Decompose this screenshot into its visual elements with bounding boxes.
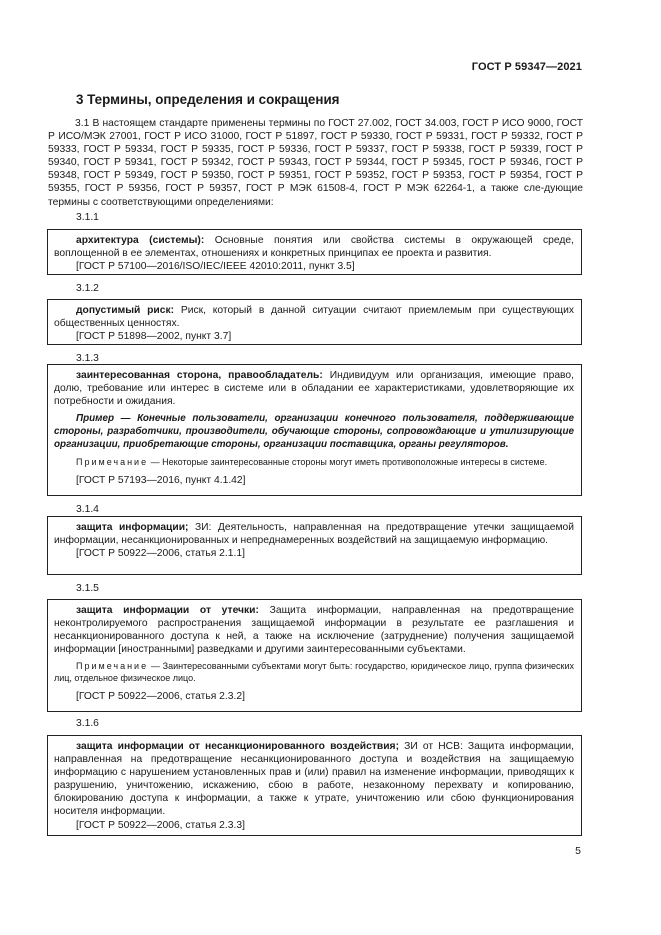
term-definition [54, 521, 574, 547]
note-label: Примечание [76, 456, 149, 467]
term-number: 3.1.2 [76, 283, 99, 294]
term-definition [54, 304, 574, 330]
term-text: ЗИ: Деятельность, направленная на предотвращение утечки защищаемой информации, несанкционированных и непреднамеренных воздействий на защищаемую информацию. [54, 522, 574, 547]
document-identifier: ГОСТ Р 59347—2021 [471, 61, 582, 73]
term-definition [54, 604, 574, 656]
term-number: 3.1.3 [76, 353, 99, 364]
term-text: ЗИ от НСВ: Защита информации, направленная на предотвращение несанкционированного доступа и воздействия на защищаемую информацию с нарушением установленных прав и (или) правил на изменение информации, приводящих к разрушению, уничтожению, искажению, сбою в работе, незаконному перехвату и копированию, блокированию доступа к информации, а также к утрате, уничтожению или сбою функционирования носителя информации. [54, 741, 574, 818]
example-label: Пример — [76, 413, 131, 425]
term-source: [ГОСТ Р 51898—2002, пункт 3.7] [76, 331, 232, 343]
term-number: 3.1.6 [76, 718, 99, 729]
term-text: Основные понятия или свойства системы в окружающей среде, воплощенной в ее элементах, отношениях и конкретных принципах ее проекта и развития. [54, 235, 574, 260]
term-name: архитектура (системы): [76, 235, 205, 246]
term-text: Защита информации, направленная на предотвращение неконтролируемого распространения защищаемой информации в результате ее разглашения и несанкционированного доступа к ней, а также на исключение (затруднение) получения защищаемой информации [иностранными] разведками и другими заинтересованными субъектами. [54, 605, 574, 656]
term-text: Индивидуум или организация, имеющие право, долю, требование или интерес в системе или в обладании ее характеристиками, удовлетворяющие их потребности и ожидания. [54, 370, 574, 408]
term-definition [54, 740, 574, 819]
term-box [47, 299, 582, 345]
term-name: защита информации; [76, 522, 189, 533]
term-number: 3.1.4 [76, 504, 99, 515]
term-name: заинтересованная сторона, правообладатель: [76, 370, 323, 381]
term-note [54, 456, 574, 468]
term-name: допустимый риск: [76, 305, 175, 316]
term-source: [ГОСТ Р 57193—2016, пункт 4.1.42] [76, 474, 246, 486]
term-name: защита информации от несанкционированного воздействия; [76, 741, 399, 752]
term-example [54, 412, 574, 451]
term-source: [ГОСТ Р 57100—2016/ISO/IEC/IEEE 42010:2011, пункт 3.5] [76, 261, 355, 273]
note-label: Примечание [76, 661, 149, 672]
term-name: защита информации от утечки: [76, 605, 259, 616]
section-intro: 3.1 В настоящем стандарте применены термины по ГОСТ 27.002, ГОСТ 34.003, ГОСТ Р ИСО 9000, ГОСТ Р ИСО/МЭК 27001, ГОСТ Р ИСО 31000, ГОСТ Р 51897, ГОСТ Р 59330, ГОСТ Р 59331, ГОСТ Р 59332, ГОСТ Р 59333, ГОСТ Р 59334, ГОСТ Р 59335, ГОСТ Р 59336, ГОСТ Р 59337, ГОСТ Р 59338, ГОСТ Р 59339, ГОСТ Р 59340, ГОСТ Р 59341, ГОСТ Р 59342, ГОСТ Р 59343, ГОСТ Р 59344, ГОСТ Р 59345, ГОСТ Р 59346, ГОСТ Р 59348, ГОСТ Р 59349, ГОСТ Р 59350, ГОСТ Р 59351, ГОСТ Р 59352, ГОСТ Р 59353, ГОСТ Р 59354, ГОСТ Р 59355, ГОСТ Р 59356, ГОСТ Р 59357, ГОСТ Р МЭК 61508-4, ГОСТ Р МЭК 62264-1, а также сле-дующие термины с соответствующими определениями: [48, 118, 583, 208]
page-number: 5 [575, 845, 581, 857]
term-number: 3.1.1 [76, 212, 99, 223]
example-text: Конечные пользователи, организации конечного пользователя, поддерживающие стороны, разработчики, производители, обучающие стороны, сопровождающие и утилизирующие организации, приобретающие стороны, организации поставщика, органы регуляторов. [54, 413, 574, 451]
term-definition [54, 234, 574, 260]
term-source: [ГОСТ Р 50922—2006, статья 2.3.2] [76, 691, 245, 703]
term-source: [ГОСТ Р 50922—2006, статья 2.3.3] [76, 819, 245, 831]
term-box [47, 516, 582, 575]
note-text: — Заинтересованными субъектами могут быть: государство, юридическое лицо, группа физических лиц, отдельное физическое лицо. [54, 661, 574, 684]
note-text: — Некоторые заинтересованные стороны могут иметь противоположные интересы в системе. [148, 456, 548, 467]
term-box [47, 599, 582, 712]
term-text: Риск, который в данной ситуации считают приемлемым при существующих общественных ценностях. [54, 305, 574, 330]
term-box [47, 229, 582, 275]
term-definition [54, 369, 574, 408]
term-note [54, 660, 574, 684]
term-number: 3.1.5 [76, 583, 99, 594]
section-title: 3 Термины, определения и сокращения [76, 92, 340, 107]
term-box [47, 735, 582, 836]
term-source: [ГОСТ Р 50922—2006, статья 2.1.1] [76, 548, 245, 560]
term-box [47, 364, 582, 496]
